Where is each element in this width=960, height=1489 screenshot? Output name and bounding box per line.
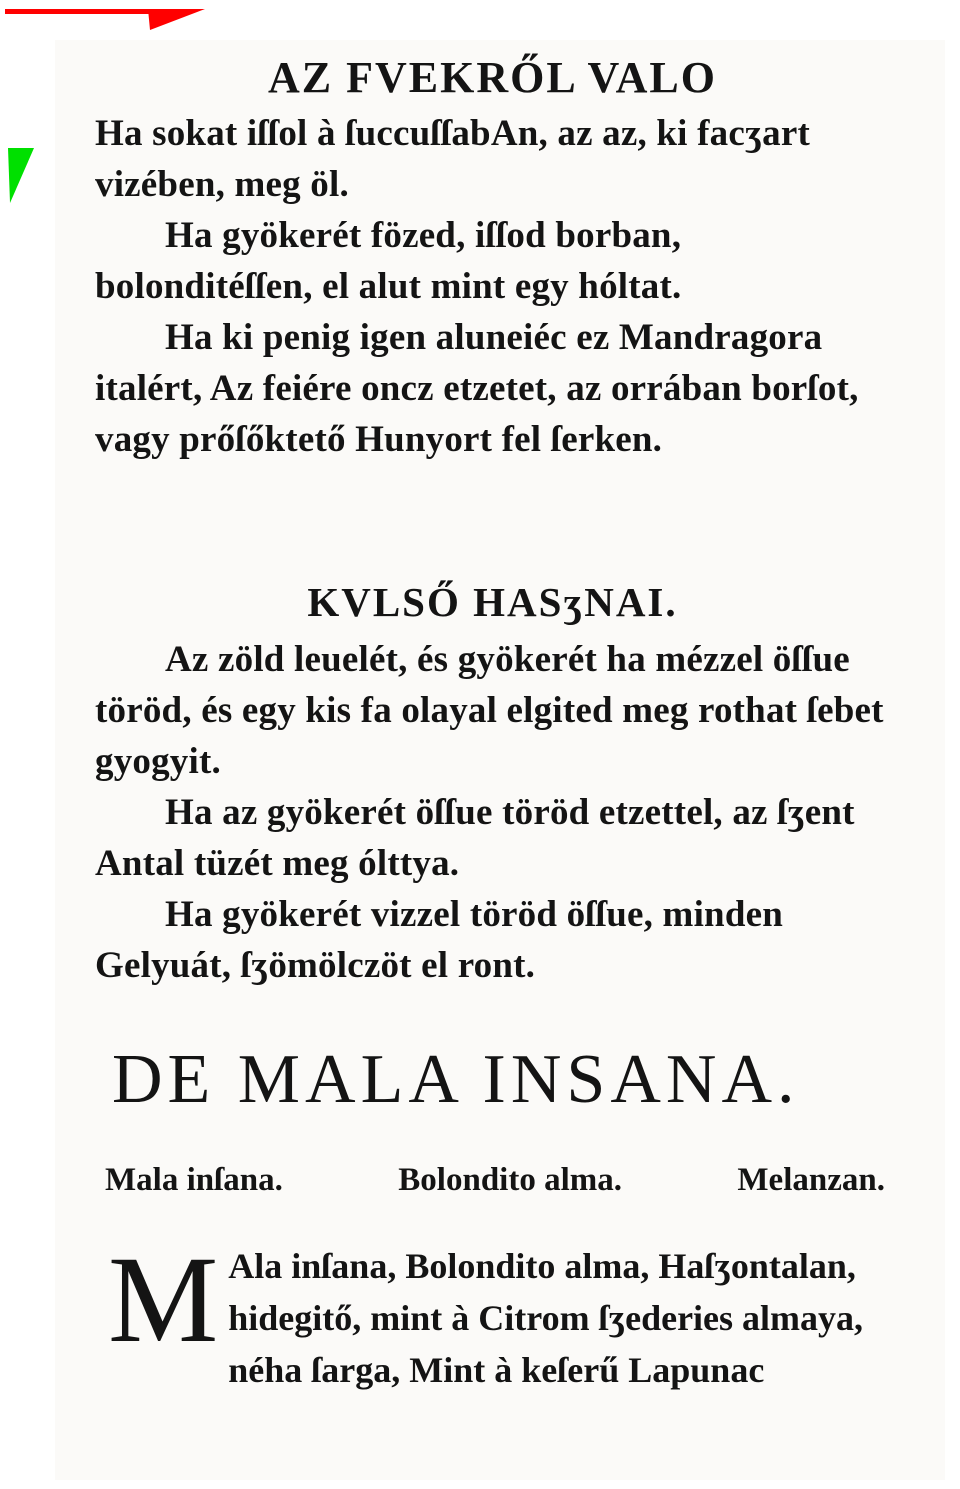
section1-body	[95, 108, 890, 465]
green-annotation-marker	[0, 148, 40, 208]
hungarian-name: Bolondito alma.	[398, 1162, 622, 1198]
mala-insana-body	[108, 1231, 890, 1396]
paragraph: Ha gyökerét fözed, iſſod borban, bolonditéſſen, el alut mint egy hóltat.	[95, 215, 682, 307]
paragraph: Ha sokat iſſol à ſuccuſſabAn, az az, ki facʒart vizében, meg öl.	[95, 113, 810, 205]
paragraph: Ha ki penig igen aluneiéc ez Mandragora italért, Az feiére oncz etzetet, az orrában borſot, vagy prőſőktető Hunyort fel ſerken.	[95, 317, 859, 460]
section2-body	[95, 634, 890, 991]
drop-cap: M	[108, 1231, 219, 1368]
section-title-fuvekrol: AZ FVEKRŐL VALO	[268, 53, 717, 102]
paragraph: Ala inſana, Bolondito alma, Haſʒontalan, hidegitő, mint à Citrom ſʒederies almaya, néha ſarga, Mint à keſerű Lapunac	[228, 1246, 864, 1390]
paragraph: Ha gyökerét vizzel töröd öſſue, minden Gelyuát, ſʒömölczöt el ront.	[95, 894, 784, 986]
paragraph: Az zöld leuelét, és gyökerét ha mézzel öſſue töröd, és egy kis fa olayal elgited meg rothat ſebet gyogyit.	[95, 639, 884, 782]
plant-names-row	[105, 1162, 885, 1199]
section-title-kulso-hasznai: KVLSŐ HASʒNAI.	[307, 579, 678, 625]
section-title-mala-insana: DE MALA INSANA.	[112, 1041, 800, 1118]
latin-name: Mala inſana.	[105, 1162, 283, 1198]
paragraph: Ha az gyökerét öſſue töröd etzettel, az ſʒent Antal tüzét meg ólttya.	[95, 792, 855, 884]
german-name: Melanzan.	[737, 1162, 885, 1198]
red-annotation-marker	[0, 0, 210, 40]
